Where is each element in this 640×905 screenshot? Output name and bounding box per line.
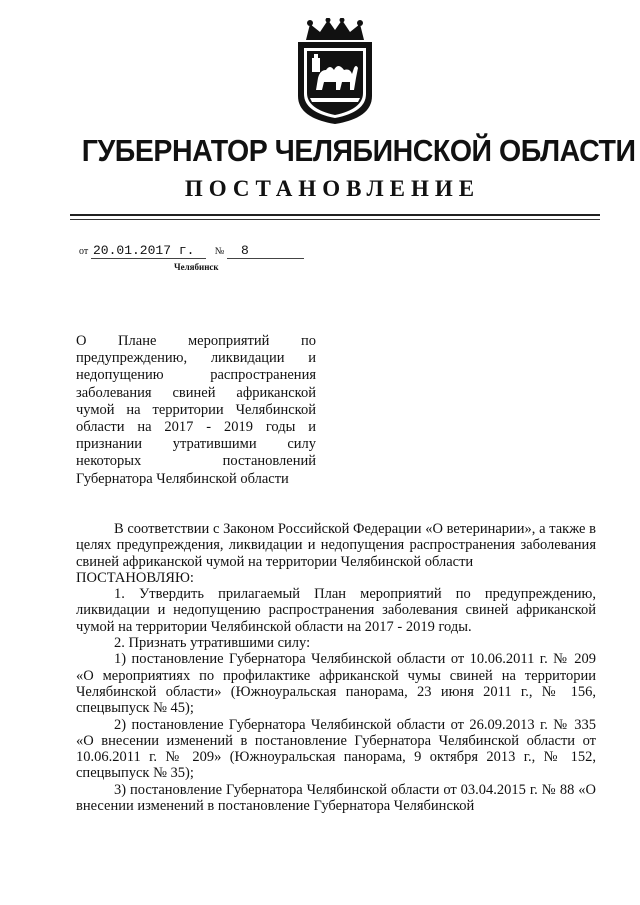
organization-title: ГУБЕРНАТОР ЧЕЛЯБИНСКОЙ ОБЛАСТИ — [81, 133, 636, 168]
date-label: от — [79, 246, 89, 257]
body-paragraph: 2) постановление Губернатора Челябинской области от 26.09.2013 г. № 335 «О внесении изменений в постановление Губернатора Челябинской области от 10.06.2011 г. № 209» (Южноуральская панорама, 9 октября 2013 г., № 152, спецвыпуск № 35); — [76, 716, 596, 782]
document-meta-line — [79, 243, 304, 259]
header-divider-thick — [70, 214, 600, 216]
header-divider-thin — [70, 219, 600, 220]
body-paragraph: 1) постановление Губернатора Челябинской области от 10.06.2011 г. № 209 «О мероприятиях по профилактике африканской чумы свиней на территории Челябинской области» (Южноуральская панорама, 23 июня 2011 г., № 156, спецвыпуск № 45); — [76, 651, 596, 717]
body-paragraph: 1. Утвердить прилагаемый План мероприятий по предупреждению, ликвидации и недопущению распространения заболевания свиней африканской чумой на территории Челябинской области на 2017 - 2019 годы. — [76, 586, 596, 635]
document-body — [76, 521, 596, 814]
body-paragraph: 3) постановление Губернатора Челябинской области от 03.04.2015 г. № 88 «О внесении изменений в постановление Губернатора Челябинской — [76, 781, 596, 815]
city-label: Челябинск — [174, 262, 219, 272]
body-paragraph: 2. Признать утратившими силу: — [114, 635, 311, 652]
number-label: № — [214, 246, 225, 257]
document-subject: О Плане мероприятий по предупреждению, ликвидации и недопущению распространения заболевания свиней африканской чумой на территории Челябинской области на 2017 - 2019 годы и признании утратившими силу некоторых постановлений Губернатора Челябинской области — [76, 333, 316, 487]
number-value: 8 — [227, 243, 304, 259]
date-value: 20.01.2017 г. — [91, 243, 206, 259]
body-paragraph: В соответствии с Законом Российской Федерации «О ветеринарии», а также в целях предупреждения, ликвидации и недопущения распространения заболевания свиней африканской чумой на территории Челябинской области — [76, 521, 596, 570]
coat-of-arms-icon — [292, 18, 378, 126]
document-type-heading: ПОСТАНОВЛЕНИЕ — [184, 176, 481, 201]
resolution-word: ПОСТАНОВЛЯЮ: — [76, 569, 194, 586]
